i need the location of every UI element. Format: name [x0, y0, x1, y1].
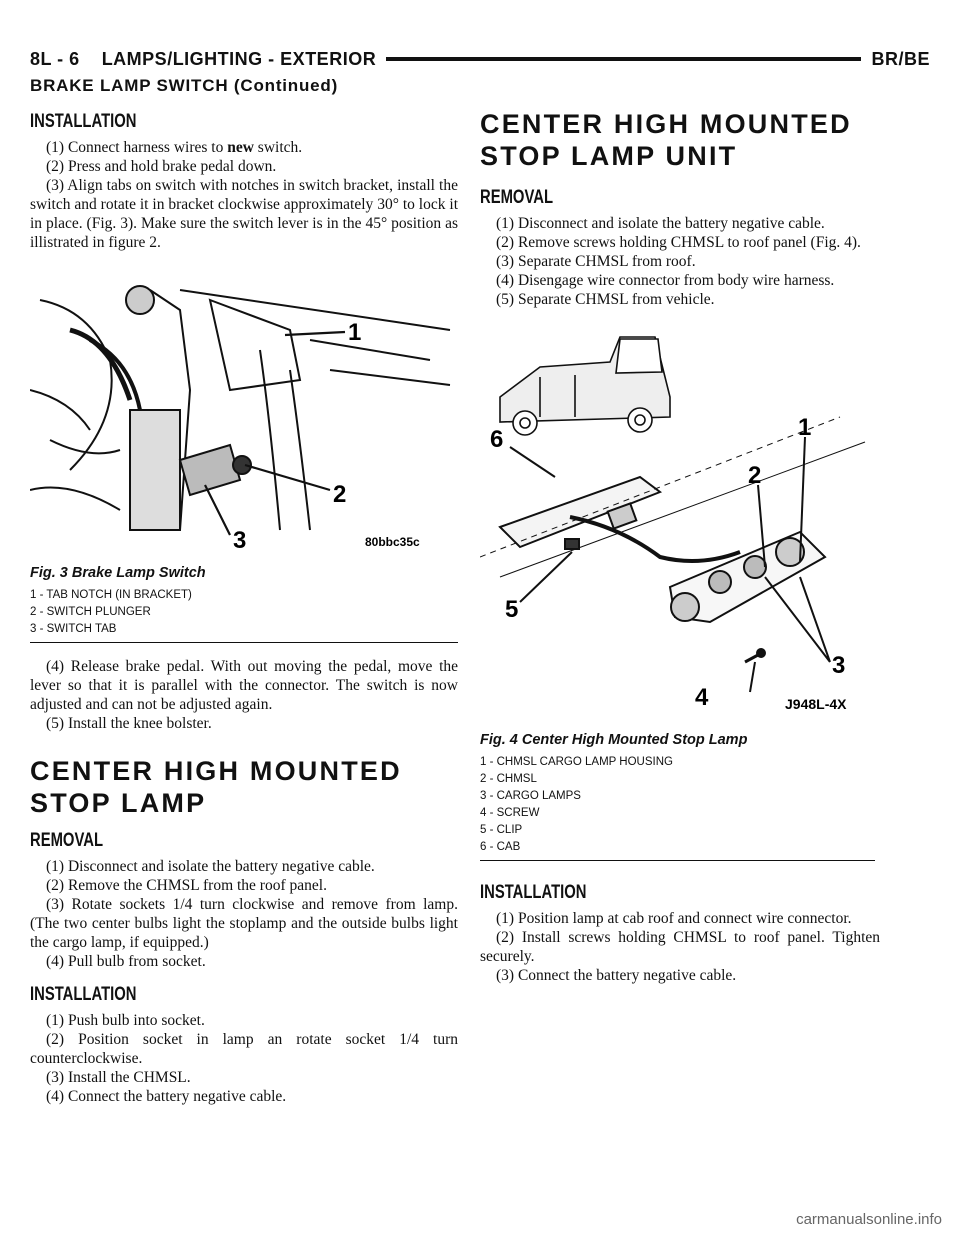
- fig3-illustration: [30, 270, 458, 560]
- unit-install-step-3: (3) Connect the battery negative cable.: [496, 967, 737, 984]
- chmsl-unit-title: CENTER HIGH MOUNTED STOP LAMP UNIT: [480, 109, 852, 171]
- fig4-legend-item: 3 - CARGO LAMPS: [480, 790, 581, 802]
- fig3-legend: [30, 587, 458, 642]
- fig4-callout-1: 1: [798, 414, 812, 441]
- unit-install-step-2: (2) Install screws holding CHMSL to roof panel. Tighten securely.: [480, 929, 880, 965]
- fig3-box: [30, 270, 458, 643]
- fig4-legend-item: 5 - CLIP: [480, 824, 523, 836]
- unit-removal-step-5: (5) Separate CHMSL from vehicle.: [496, 291, 715, 308]
- page-header: [30, 46, 930, 72]
- fig4-legend-item: 2 - CHMSL: [480, 773, 537, 785]
- install-step-1-post: switch.: [253, 139, 303, 156]
- fig3-callout-2: 2: [333, 481, 347, 508]
- fig4-callout-4: 4: [695, 684, 709, 711]
- removal-step-3: (3) Rotate sockets 1/4 turn clockwise and remove from lamp. (The two center bulbs light the stoplamp and the outside bulbs light the cargo lamp, if equipped.): [30, 896, 458, 951]
- install-step-4: (4) Release brake pedal. With out moving the pedal, move the lever so that it is parallel with the connector. The switch is now adjusted and can not be adjusted again.: [30, 658, 458, 713]
- fig3-legend-item: 2 - SWITCH PLUNGER: [30, 606, 151, 618]
- install2-step-1: (1) Push bulb into socket.: [46, 1012, 205, 1029]
- install-step-2: (2) Press and hold brake pedal down.: [46, 158, 277, 175]
- fig3-callout-1: 1: [348, 319, 362, 346]
- fig3-callout-3: 3: [233, 527, 247, 554]
- removal-heading-right: REMOVAL: [480, 187, 554, 208]
- install-step-1-bold: new: [227, 139, 254, 156]
- unit-removal-step-3: (3) Separate CHMSL from roof.: [496, 253, 696, 270]
- continued-title: BRAKE LAMP SWITCH (Continued): [30, 76, 339, 95]
- install2-step-2: (2) Position socket in lamp an rotate socket 1/4 turn counterclockwise.: [30, 1031, 458, 1067]
- removal-step-4: (4) Pull bulb from socket.: [46, 953, 206, 970]
- model-code: BR/BE: [871, 48, 930, 69]
- install2-step-3: (3) Install the CHMSL.: [46, 1069, 191, 1086]
- fig4-legend-item: 4 - SCREW: [480, 807, 540, 819]
- fig3-legend-item: 3 - SWITCH TAB: [30, 623, 117, 635]
- fig4-box: [480, 317, 875, 861]
- section-title: LAMPS/LIGHTING - EXTERIOR: [101, 48, 377, 69]
- unit-removal-step-1: (1) Disconnect and isolate the battery negative cable.: [496, 215, 825, 232]
- install-step-5: (5) Install the knee bolster.: [46, 715, 212, 732]
- fig3-code: 80bbc35c: [365, 535, 420, 549]
- brake-switch-drawing: [30, 286, 450, 530]
- watermark: carmanualsonline.info: [796, 1211, 942, 1228]
- fig4-legend-item: 6 - CAB: [480, 841, 521, 853]
- installation-heading: INSTALLATION: [30, 111, 137, 132]
- page-number: 8L - 6: [30, 48, 80, 69]
- fig4-callout-2: 2: [748, 462, 762, 489]
- fig4-callout-6: 6: [490, 426, 504, 453]
- chmsl-title: CENTER HIGH MOUNTED STOP LAMP: [30, 756, 402, 818]
- install-step-1: [30, 138, 458, 157]
- install2-step-4: (4) Connect the battery negative cable.: [46, 1088, 287, 1105]
- fig3-title: Fig. 3 Brake Lamp Switch: [30, 565, 206, 581]
- removal-step-2: (2) Remove the CHMSL from the roof panel.: [46, 877, 327, 894]
- removal-step-1: (1) Disconnect and isolate the battery negative cable.: [46, 858, 375, 875]
- installation-heading-right: INSTALLATION: [480, 882, 587, 903]
- fig4-title: Fig. 4 Center High Mounted Stop Lamp: [480, 732, 748, 748]
- fig4-legend: [480, 754, 875, 860]
- left-column: [30, 108, 458, 1106]
- fig4-illustration: [480, 317, 875, 727]
- fig4-callout-5: 5: [505, 596, 519, 623]
- install-step-1-pre: (1) Connect harness wires to: [46, 139, 228, 156]
- chmsl-drawing: [480, 417, 865, 662]
- unit-install-step-1: (1) Position lamp at cab roof and connect wire connector.: [496, 910, 852, 927]
- header-rule: [386, 57, 861, 61]
- truck-drawing: [500, 337, 670, 435]
- removal-heading: REMOVAL: [30, 830, 104, 851]
- unit-removal-step-4: (4) Disengage wire connector from body wire harness.: [496, 272, 835, 289]
- fig4-legend-item: 1 - CHMSL CARGO LAMP HOUSING: [480, 756, 673, 768]
- fig3-leaders: [205, 332, 345, 535]
- fig4-code: J948L-4X: [785, 696, 847, 712]
- fig3-legend-item: 1 - TAB NOTCH (IN BRACKET): [30, 589, 192, 601]
- fig4-callout-3: 3: [832, 652, 846, 679]
- right-column: [480, 108, 880, 985]
- unit-removal-step-2: (2) Remove screws holding CHMSL to roof panel (Fig. 4).: [496, 234, 861, 251]
- installation-heading-2: INSTALLATION: [30, 984, 137, 1005]
- install-step-3: (3) Align tabs on switch with notches in switch bracket, install the switch and rotate it in bracket clockwise approximately 30° to lock it in place. (Fig. 3). Make sure the switch lever is in the 45° position as illistrated in figure 2.: [30, 177, 458, 251]
